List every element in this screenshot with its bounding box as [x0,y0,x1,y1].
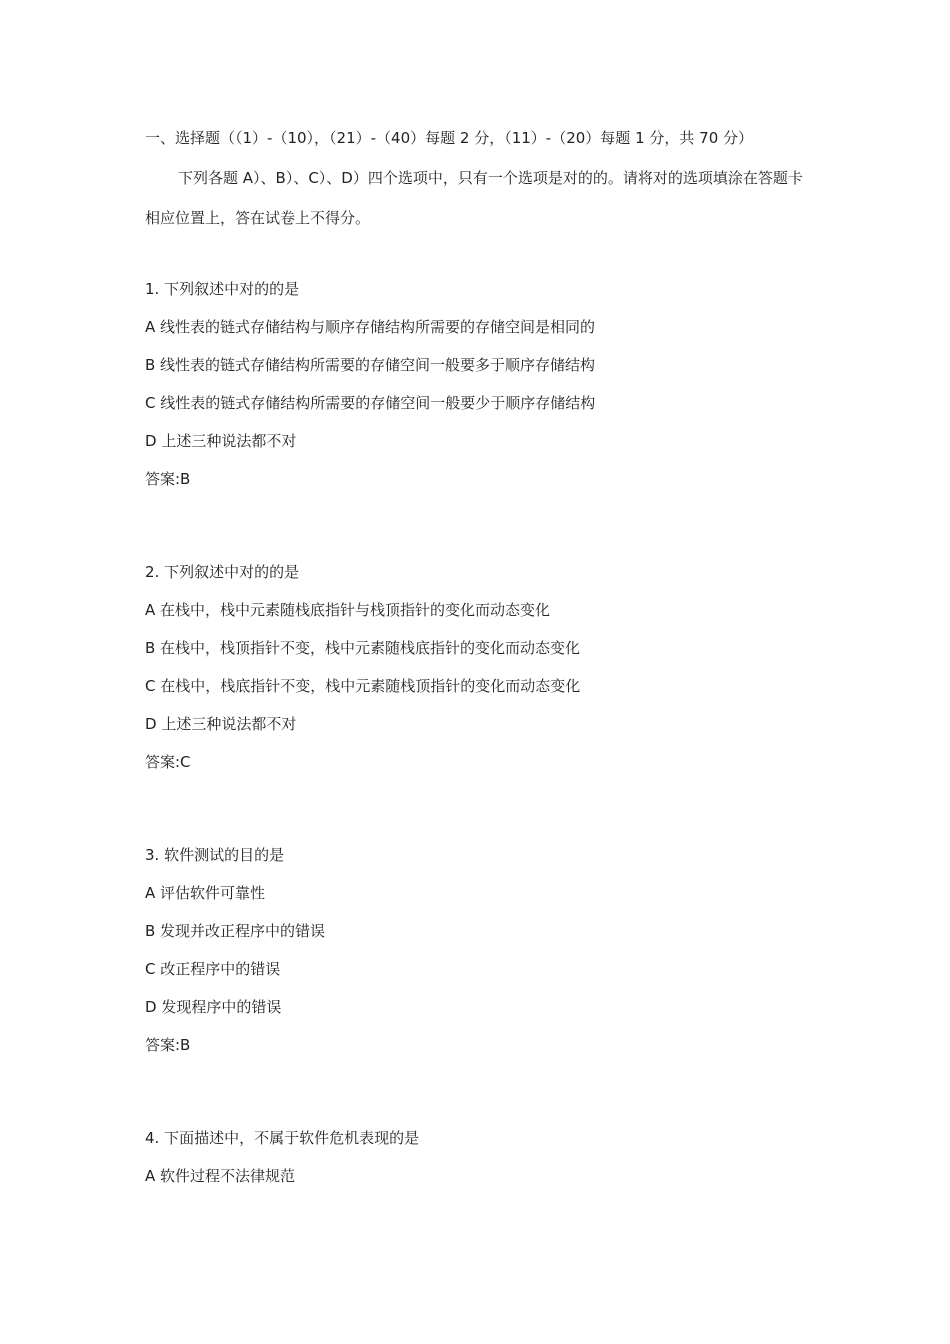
option-b: B 发现并改正程序中的错误 [145,922,326,940]
option-d: D 上述三种说法都不对 [145,432,297,450]
question-stem: 2. 下列叙述中对的的是 [145,563,300,581]
answer-line: 答案:B [145,1036,191,1054]
option-a: A 软件过程不法律规范 [145,1167,296,1185]
question-3 [145,836,810,1064]
instructions-paragraph: 下列各题 A）、B）、C）、D）四个选项中，只有一个选项是对的的。请将对的选项填涂在答题卡相应位置上，答在试卷上不得分。 [145,169,803,227]
option-c: C 改正程序中的错误 [145,960,281,978]
section-title: 一、选择题（（1）-（10），（21）-（40）每题 2 分，（11）-（20）每题 1 分，共 70 分） [145,129,754,147]
answer-line: 答案:C [145,753,191,771]
option-a: A 线性表的链式存储结构与顺序存储结构所需要的存储空间是相同的 [145,318,596,336]
option-a: A 评估软件可靠性 [145,884,266,902]
option-d: D 上述三种说法都不对 [145,715,297,733]
option-d: D 发现程序中的错误 [145,998,282,1016]
question-stem: 1. 下列叙述中对的的是 [145,280,300,298]
option-b: B 在栈中，栈顶指针不变，栈中元素随栈底指针的变化而动态变化 [145,639,581,657]
question-stem: 3. 软件测试的目的是 [145,846,285,864]
option-a: A 在栈中，栈中元素随栈底指针与栈顶指针的变化而动态变化 [145,601,551,619]
option-b: B 线性表的链式存储结构所需要的存储空间一般要多于顺序存储结构 [145,356,596,374]
answer-line: 答案:B [145,470,191,488]
option-c: C 在栈中，栈底指针不变，栈中元素随栈顶指针的变化而动态变化 [145,677,581,695]
question-stem: 4. 下面描述中，不属于软件危机表现的是 [145,1129,420,1147]
document-content [145,118,810,1195]
question-2 [145,553,810,781]
option-c: C 线性表的链式存储结构所需要的存储空间一般要少于顺序存储结构 [145,394,596,412]
question-4 [145,1119,810,1195]
question-1 [145,270,810,498]
